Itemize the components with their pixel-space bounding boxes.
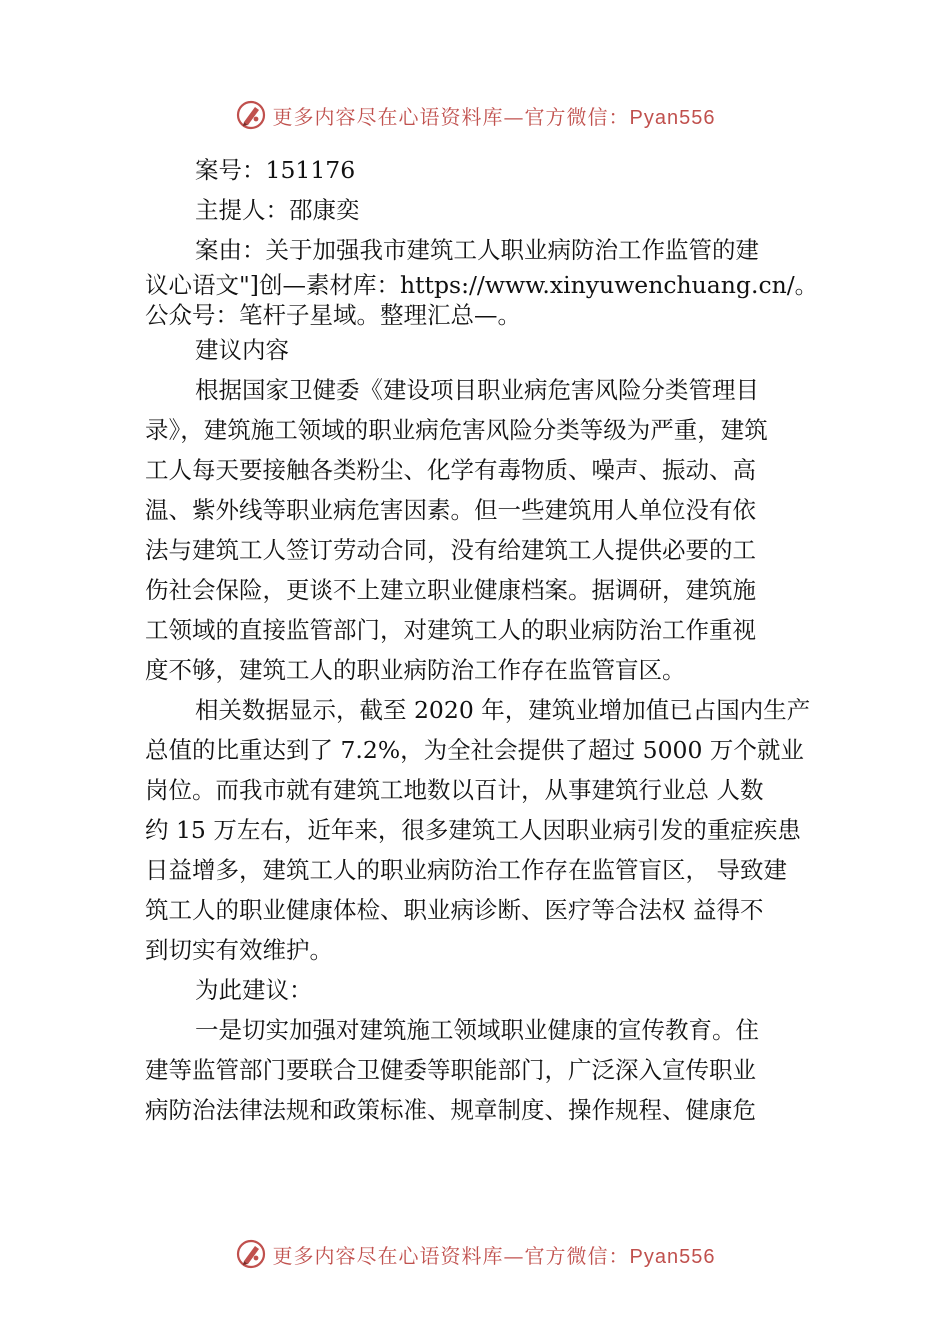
paragraph-line: 相关数据显示，截至 2020 年，建筑业增加值已占国内生产 <box>195 696 811 724</box>
paragraph-line: 总值的比重达到了 7.2%，为全社会提供了超过 5000 万个就业 <box>145 736 804 764</box>
paragraph-line: 温、紫外线等职业病危害因素。但一些建筑用人单位没有依 <box>145 496 756 524</box>
pen-seal-icon <box>235 99 267 131</box>
paragraph-line: 到切实有效维护。 <box>145 936 333 964</box>
bottom-watermark-banner <box>0 1234 950 1274</box>
paragraph-line: 录》，建筑施工领域的职业病危害风险分类等级为严重，建筑 <box>145 416 768 444</box>
case-number: 案号：151176 <box>195 156 356 184</box>
section-title: 建议内容 <box>195 336 289 364</box>
paragraph-line: 约 15 万左右，近年来，很多建筑工人因职业病引发的重症疾患 <box>145 816 801 844</box>
paragraph-line: 法与建筑工人签订劳动合同，没有给建筑工人提供必要的工 <box>145 536 756 564</box>
watermark-text <box>273 1240 716 1269</box>
paragraph-line: 根据国家卫健委《建设项目职业病危害风险分类管理目 <box>195 376 759 404</box>
top-watermark-banner <box>0 95 950 135</box>
paragraph-line: 日益增多，建筑工人的职业病防治工作存在监管盲区， 导致建 <box>145 856 787 884</box>
watermark-prefix: 更多内容尽在心语资料库—官方微信： <box>272 104 630 129</box>
paragraph-statistics <box>145 690 835 970</box>
paragraph-line: 岗位。而我市就有建筑工地数以百计，从事建筑行业总 人数 <box>145 776 764 804</box>
paragraph-background <box>145 370 835 690</box>
subject-line: 议心语文"]创—素材库：https://www.xinyuwenchuang.cn/。 <box>145 271 819 299</box>
paragraph-line: 建等监管部门要联合卫健委等职能部门，广泛深入宣传职业 <box>145 1056 756 1084</box>
watermark-prefix: 更多内容尽在心语资料库—官方微信： <box>272 1243 630 1268</box>
proposal-intro: 为此建议： <box>195 976 313 1004</box>
pen-seal-icon <box>235 1238 267 1270</box>
paragraph-line: 伤社会保险，更谈不上建立职业健康档案。据调研，建筑施 <box>145 576 756 604</box>
proposer: 主提人：邵康奕 <box>195 196 360 224</box>
subject-line: 公众号：笔杆子星域。整理汇总—。 <box>145 301 521 329</box>
paragraph-line: 工领域的直接监管部门，对建筑工人的职业病防治工作重视 <box>145 616 756 644</box>
subject-line: 案由：关于加强我市建筑工人职业病防治工作监管的建 <box>195 236 759 264</box>
paragraph-line: 一是切实加强对建筑施工领域职业健康的宣传教育。住 <box>195 1016 759 1044</box>
paragraph-line: 工人每天要接触各类粉尘、化学有毒物质、噪声、振动、高 <box>145 456 756 484</box>
watermark-wechat-id: Pyan556 <box>629 1245 716 1268</box>
watermark-wechat-id: Pyan556 <box>629 106 716 129</box>
paragraph-line: 筑工人的职业健康体检、职业病诊断、医疗等合法权 益得不 <box>145 896 764 924</box>
paragraph-proposal-one <box>145 1010 835 1130</box>
paragraph-line: 病防治法律法规和政策标准、规章制度、操作规程、健康危 <box>145 1096 756 1124</box>
document-body <box>145 150 835 1130</box>
paragraph-line: 度不够，建筑工人的职业病防治工作存在监管盲区。 <box>145 656 686 684</box>
watermark-text <box>273 101 716 130</box>
